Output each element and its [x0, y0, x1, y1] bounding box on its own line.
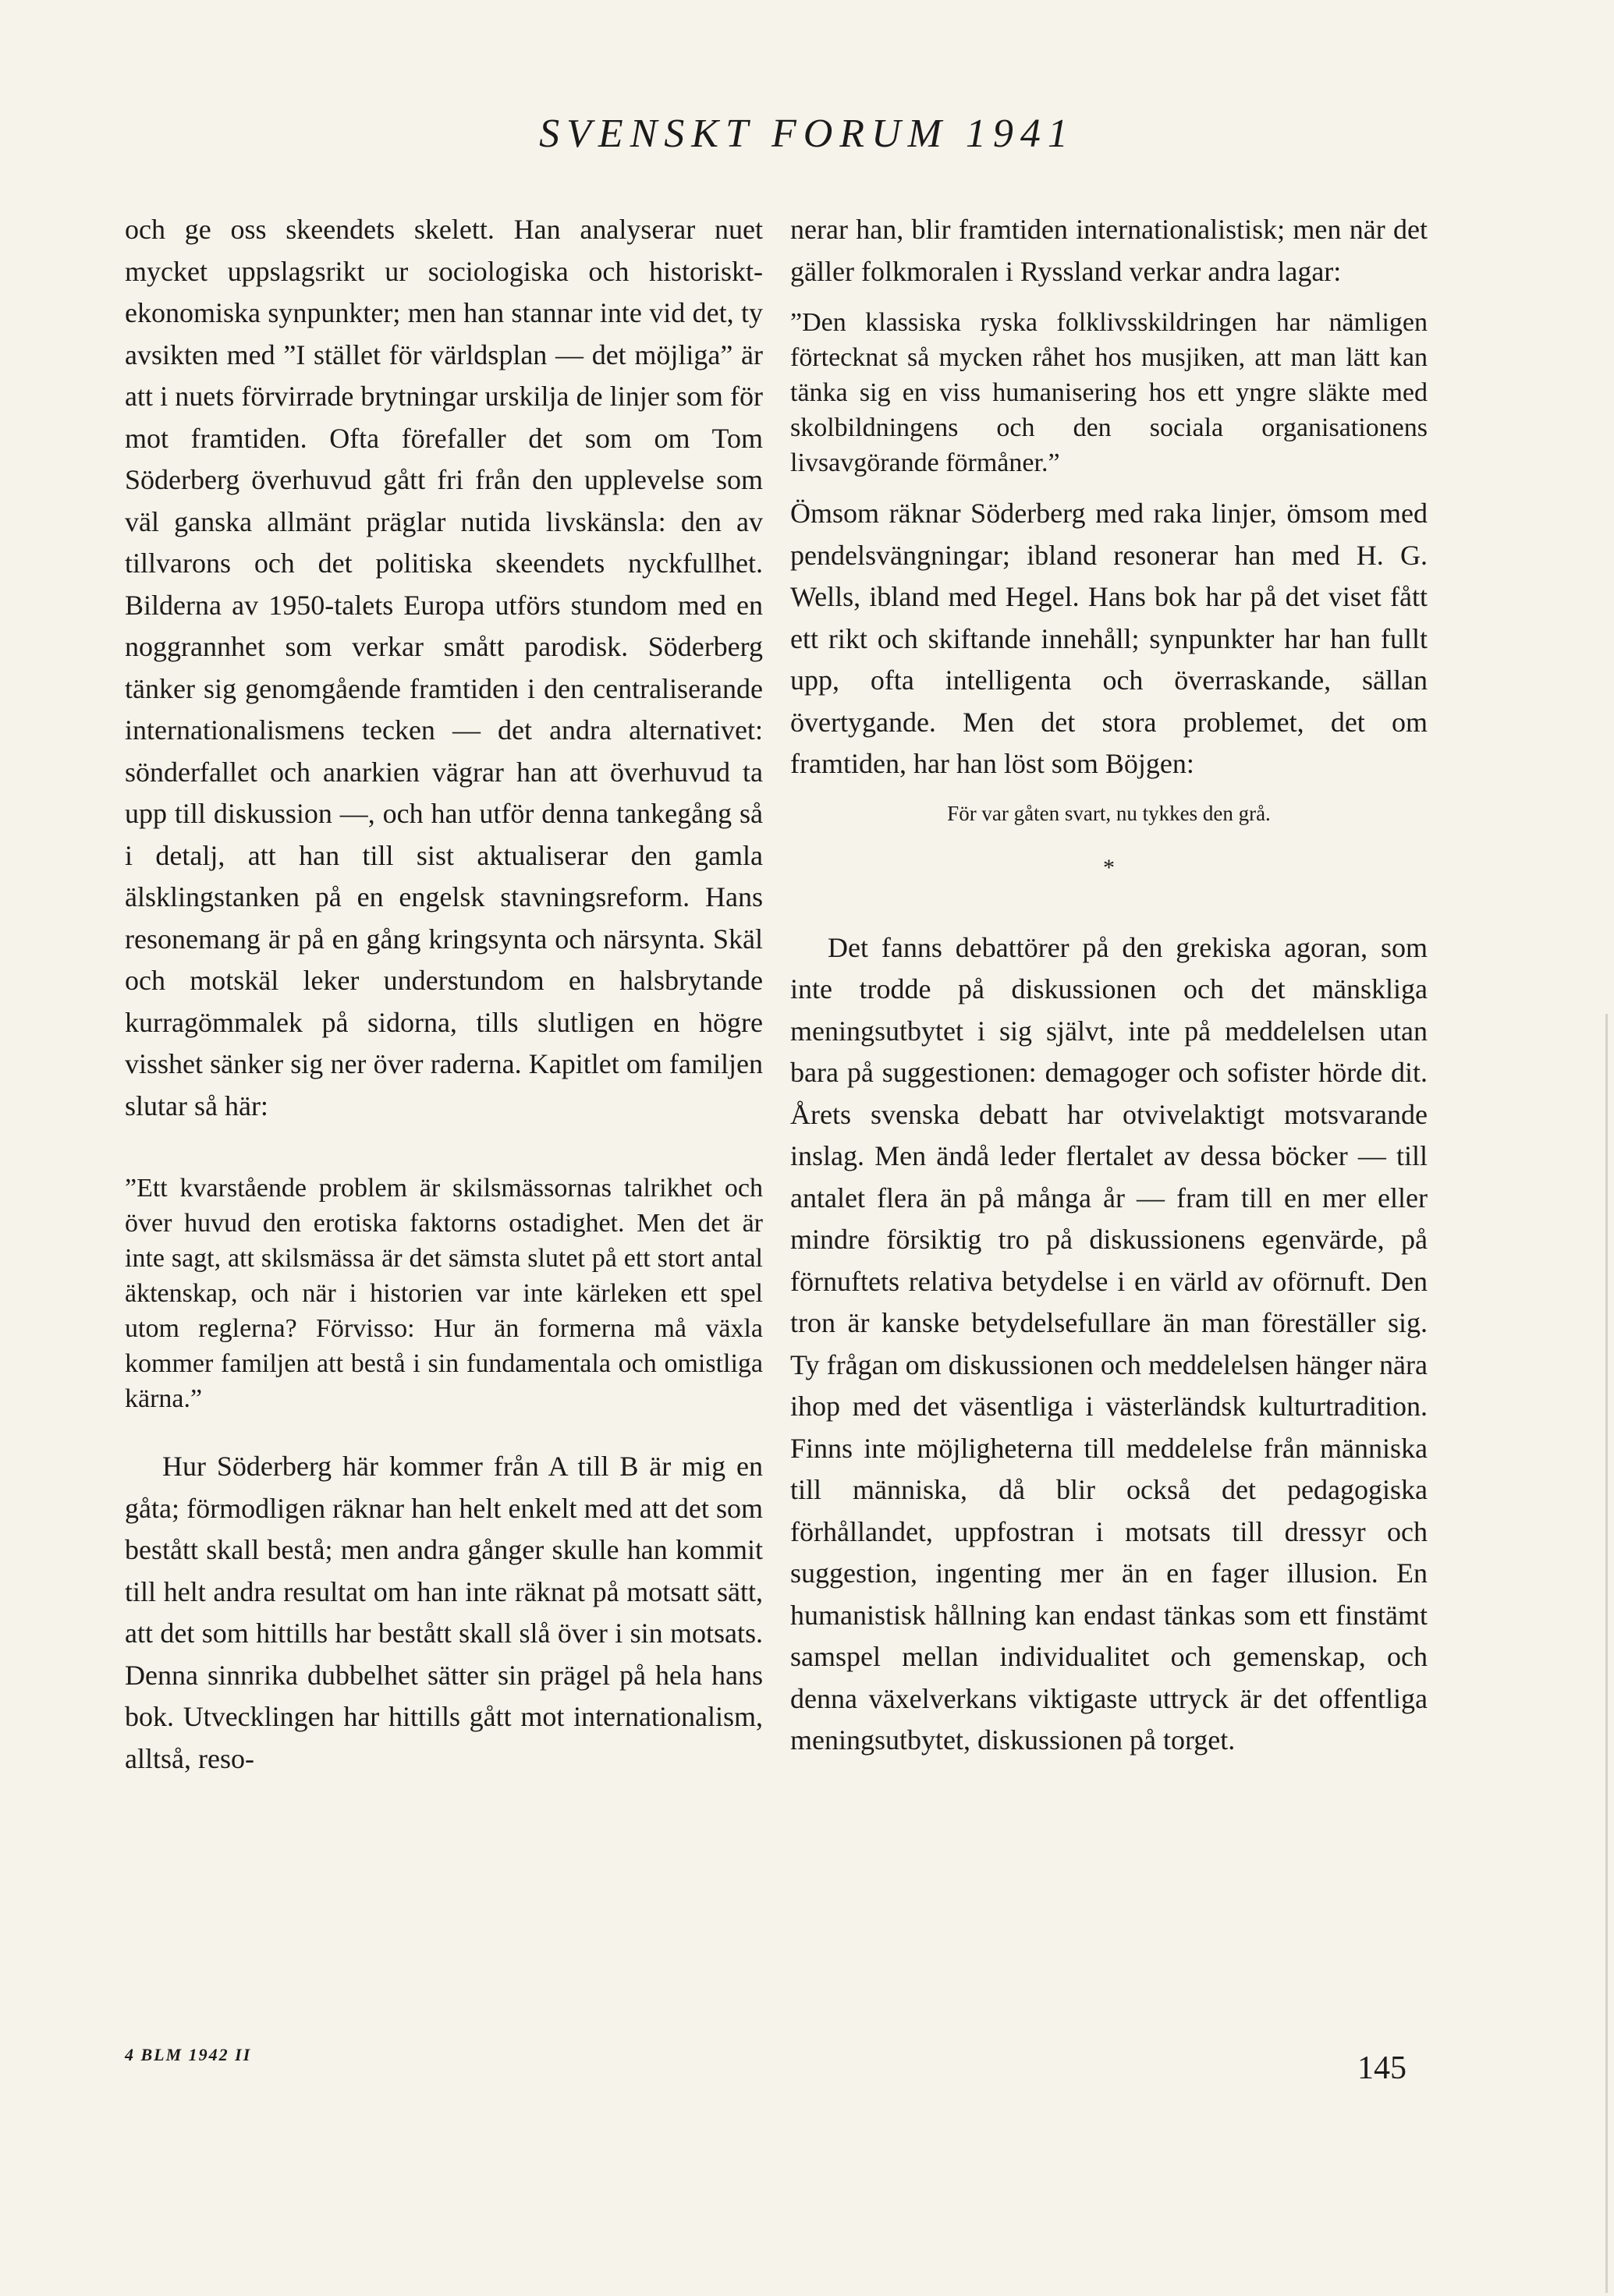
running-header: SVENSKT FORUM 1941: [539, 112, 1075, 156]
signature-mark: 4 BLM 1942 II: [125, 2045, 252, 2064]
left-paragraph-1: och ge oss skeendets skelett. Han analyserar nuet mycket uppslagsrikt ur sociologiska och historiskt-ekonomiska synpunkter; men han stannar inte vid det, ty avsikten med ”I stället för världsplan — det möjliga” är att i nuets förvirrade brytningar urskilja de linjer som för mot framtiden. Ofta förefaller det som om Tom Söderberg överhuvud gått fri från den upplevelse som väl ganska allmänt präglar nutida livskänsla: den av tillvarons och det politiska skeendets nyckfullhet. Bilderna av 1950-talets Europa utförs stundom med en noggrannhet som verkar smått parodisk. Söderberg tänker sig genomgående framtiden i den centraliserande internationalismens tecken — det andra alternativet: sönderfallet och anarkien vägrar han att överhuvud ta upp till diskussion —, och han utför denna tankegång så i detalj, att han till sist aktualiserar den gamla älsklingstanken på en engelsk stavningsreform. Hans resonemang är på en gång kringsynta och närsynta. Skäl och motskäl leker understundom en halsbrytande kurragömmalek på sidorna, tills slutligen en högre visshet sänker sig ner över raderna. Kapitlet om familjen slutar så här:: [125, 214, 763, 1121]
section-separator: *: [1103, 854, 1115, 880]
page-number: 145: [1357, 2050, 1406, 2086]
verse-line: För var gåten svart, nu tykkes den grå.: [947, 801, 1271, 825]
right-column: [790, 209, 1428, 1762]
right-quote: ”Den klassiska ryska folklivsskildringen har nämligen förtecknat så mycken råhet hos musjiken, att man lätt kan tänka sig en viss humanisering hos ett yngre släkte med skolbildningens och den sociala organisationens livsavgörande förmåner.”: [790, 308, 1428, 477]
right-paragraph-2: Ömsom räknar Söderberg med raka linjer, ömsom med pendelsvängningar; ibland resonerar han med H. G. Wells, ibland med Hegel. Hans bok har på det viset fått ett rikt och skiftande innehåll; synpunkter har han fullt upp, ofta intelligenta och överraskande, sällan övertygande. Men det stora problemet, det om framtiden, har han löst som Böjgen:: [790, 498, 1428, 779]
page-edge-line: [1605, 1014, 1608, 2293]
left-column: [125, 209, 763, 1780]
left-quote: ”Ett kvarstående problem är skilsmässornas talrikhet och över huvud den erotiska faktorns ostadighet. Men det är inte sagt, att skilsmässa är det sämsta slutet på ett stort antal äktenskap, och när i historien var inte kärleken ett spel utom reglerna? Förvisso: Hur än formerna må växla kommer familjen att bestå i sin fundamentala och omistliga kärna.”: [125, 1174, 763, 1413]
left-paragraph-2: Hur Söderberg här kommer från A till B är mig en gåta; förmodligen räknar han helt enkelt med att det som bestått skall bestå; men andra gånger skulle han kommit till helt andra resultat om han inte räknat på motsatt sätt, att det som hittills har bestått skall slå över i sin motsats. Denna sinnrika dubbelhet sätter sin prägel på hela hans bok. Utvecklingen har hittills gått mot internationalism, alltså, reso-: [125, 1451, 763, 1774]
right-paragraph-1: nerar han, blir framtiden internationalistisk; men när det gäller folkmoralen i Ryssland verkar andra lagar:: [790, 214, 1428, 287]
right-paragraph-3: Det fanns debattörer på den grekiska agoran, som inte trodde på diskussionen och det mänskliga meningsutbytet i sig självt, inte på meddelelsen utan bara på suggestionen: demagoger och sofister hörde dit. Årets svenska debatt har otvivelaktigt motsvarande inslag. Men ändå leder flertalet av dessa böcker — till antalet flera än på många år — fram till en mer eller mindre försiktig tro på diskussionens egenvärde, på förnuftets relativa betydelse i en värld av oförnuft. Den tron är kanske betydelsefullare än man föreställer sig. Ty frågan om diskussionen och meddelelsen hänger nära ihop med det väsentliga i västerländsk kulturtradition. Finns inte möjligheterna till meddelelse från människa till människa, då blir också det pedagogiska förhållandet, uppfostran i motsats till dressyr och suggestion, ingenting mer än en fager illusion. En humanistisk hållning kan endast tänkas som ett finstämt samspel mellan individualitet och gemenskap, och denna växelverkans viktigaste uttryck är det offentliga meningsutbytet, diskussionen på torget.: [790, 931, 1428, 1756]
